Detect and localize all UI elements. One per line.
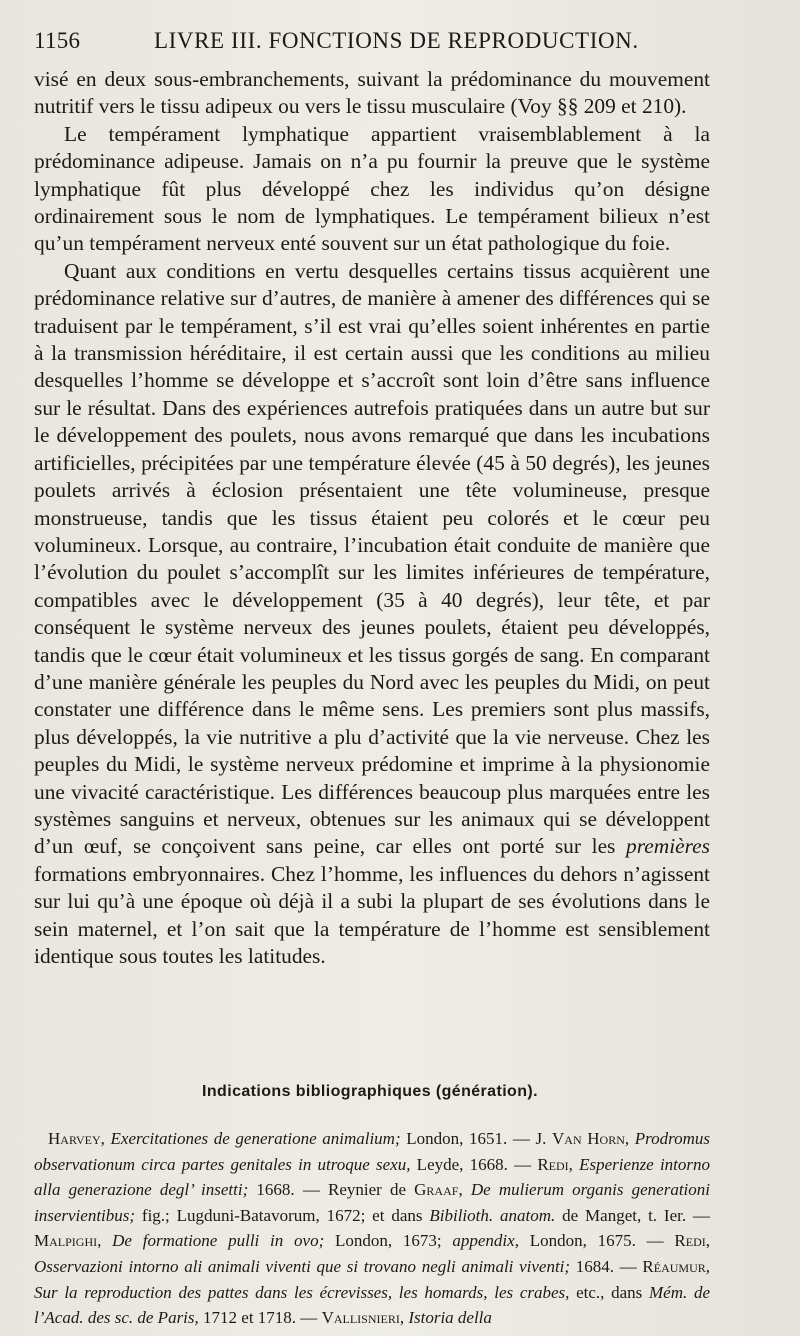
bibliography-text: 1684. — — [570, 1256, 643, 1276]
bibliography-text: London, 1675. — — [518, 1231, 675, 1251]
bibliography-text: , — [568, 1154, 580, 1174]
running-title: LIVRE III. FONCTIONS DE REPRODUCTION. — [154, 28, 639, 53]
bibliography-text: , — [624, 1129, 635, 1148]
paragraph-tissue-conditions — [34, 258, 710, 971]
bibliography-heading: Indications bibliographiques (génération). — [202, 1083, 538, 1100]
running-header — [34, 28, 734, 54]
bibliography-text: London, 1673; — [324, 1231, 453, 1251]
bibliography-text: , — [705, 1231, 711, 1251]
bibliography-text: , — [458, 1180, 471, 1200]
bibliography-text: London, 1651. — J. — [400, 1129, 553, 1148]
bibliography-text: , — [100, 1129, 111, 1148]
bibliography-author: Graaf — [414, 1180, 459, 1200]
page-number: 1156 — [34, 28, 81, 53]
bibliography-text: , — [399, 1308, 409, 1328]
bibliography-title: Bibilioth. anatom. — [429, 1205, 556, 1225]
emphasized-word: premières — [626, 834, 710, 859]
bibliography-title: Esperienze intorno alla generazione degl’ insetti; — [34, 1154, 711, 1200]
bibliography — [34, 1126, 710, 1331]
bibliography-title: De formatione pulli in ovo; — [112, 1231, 325, 1251]
bibliography-text: fig.; Lugduni-Batavorum, 1672; et dans — [135, 1205, 430, 1225]
body-text — [34, 66, 710, 970]
bibliography-title: Exercitationes de generatione animalium; — [110, 1129, 401, 1148]
bibliography-author: Réaumur — [642, 1256, 706, 1276]
bibliography-author: Malpighi — [34, 1231, 98, 1251]
bibliography-author: Redi — [674, 1231, 706, 1251]
bibliography-title: De mulierum organis generationi inservientibus; — [34, 1180, 711, 1225]
bibliography-title: Osservazioni intorno ali animali viventi que si trovano negli animali viventi; — [34, 1256, 571, 1276]
paragraph-continuation: visé en deux sous-embranchements, suivant la prédominance du mouvement nutritif vers le tissu adipeux ou vers le tissu musculaire (Voy §§ 209 et 210). — [34, 67, 710, 119]
bibliography-title: appendix, — [452, 1231, 519, 1251]
bibliography-title: Istoria della — [408, 1308, 492, 1328]
bibliography-title: Sur la reproduction des pattes dans les écrevisses, les homards, les crabes, — [34, 1282, 570, 1302]
bibliography-entries — [34, 1126, 710, 1331]
bibliography-title: Prodromus observationum circa partes genitales in utroque sexu, — [34, 1129, 711, 1174]
bibliography-text: , — [705, 1256, 710, 1276]
paragraph-text-part-2: formations embryonnaires. Chez l’homme, les influences du dehors n’agissent sur lui qu’à une époque où déjà il a subi la plupart de ses évolutions dans le sein maternel, et l’on sait que la température de l’homme est sensiblement identique sous toutes les latitudes. — [34, 861, 710, 968]
bibliography-text: Leyde, 1668. — — [410, 1154, 538, 1174]
bibliography-author: Redi — [537, 1154, 569, 1174]
paragraph-lymphatic-temperament: Le tempérament lymphatique appartient vraisemblablement à la prédominance adipeuse. Jamais on n’a pu fournir la preuve que le système lymphatique fût plus développé chez les individus qu’on désigne ordinairement sous le nom de lymphatiques. Le tempérament bilieux n’est qu’un tempérament nerveux enté souvent sur un état pathologique du foie. — [34, 121, 710, 256]
bibliography-author: Harvey — [48, 1129, 101, 1148]
bibliography-text: 1668. — Reynier de — [248, 1180, 415, 1200]
bibliography-author: Vallisnieri — [321, 1308, 400, 1328]
bibliography-author: Van Horn — [552, 1129, 625, 1148]
bibliography-text: 1712 et 1718. — — [198, 1308, 322, 1328]
bibliography-title: Mém. de l’Acad. des sc. de Paris, — [34, 1282, 711, 1328]
bibliography-text: , — [97, 1231, 113, 1251]
bibliography-text: de Manget, t. Ier. — — [555, 1205, 710, 1225]
paragraph-text-part-1: Quant aux conditions en vertu desquelles certains tissus acquièrent une prédominance relative sur d’autres, de manière à amener des différences qui se traduisent par le tempérament, s’il est vrai qu’elles soient inhérentes en partie à la transmission héréditaire, il est certain aussi que les conditions au milieu desquelles l’homme se développe et s’accroît sont loin d’être sans influence sur le résultat. Dans des expériences autrefois pratiquées dans un autre but sur le développement des poulets, nous avons remarqué que dans les incubations artificielles, précipitées par une température élevée (45 à 50 degrés), les jeunes poulets arrivés à éclosion présentaient une tête volumineuse, presque monstrueuse, tandis que les tissus étaient peu colorés et le cœur peu volumineux. Lorsque, au contraire, l’incubation était conduite de manière que l’évolution du poulet s’accomplît sur les limites inférieures de température, compatibles avec le développement (35 à 40 degrés), leur tête, et par conséquent le système nerveux des jeunes poulets, étaient peu développés, tandis que le cœur était volumineux et les tissus gorgés de sang. En comparant d’une manière générale les peuples du Nord avec les peuples du Midi, on peut constater une différence dans le même sens. Les premiers sont plus massifs, plus développés, la vie nutritive a plu d’activité que la vie nerveuse. Chez les peuples du Midi, le système nerveux prédomine et imprime à la physionomie une vivacité caractéristique. Les différences beaucoup plus marquées entre les systèmes sanguins et nerveux, obtenues sur les animaux qui se développent d’un œuf, se conçoivent sans peine, car elles ont porté sur les — [34, 258, 710, 859]
bibliography-text: etc., dans — [569, 1282, 650, 1302]
